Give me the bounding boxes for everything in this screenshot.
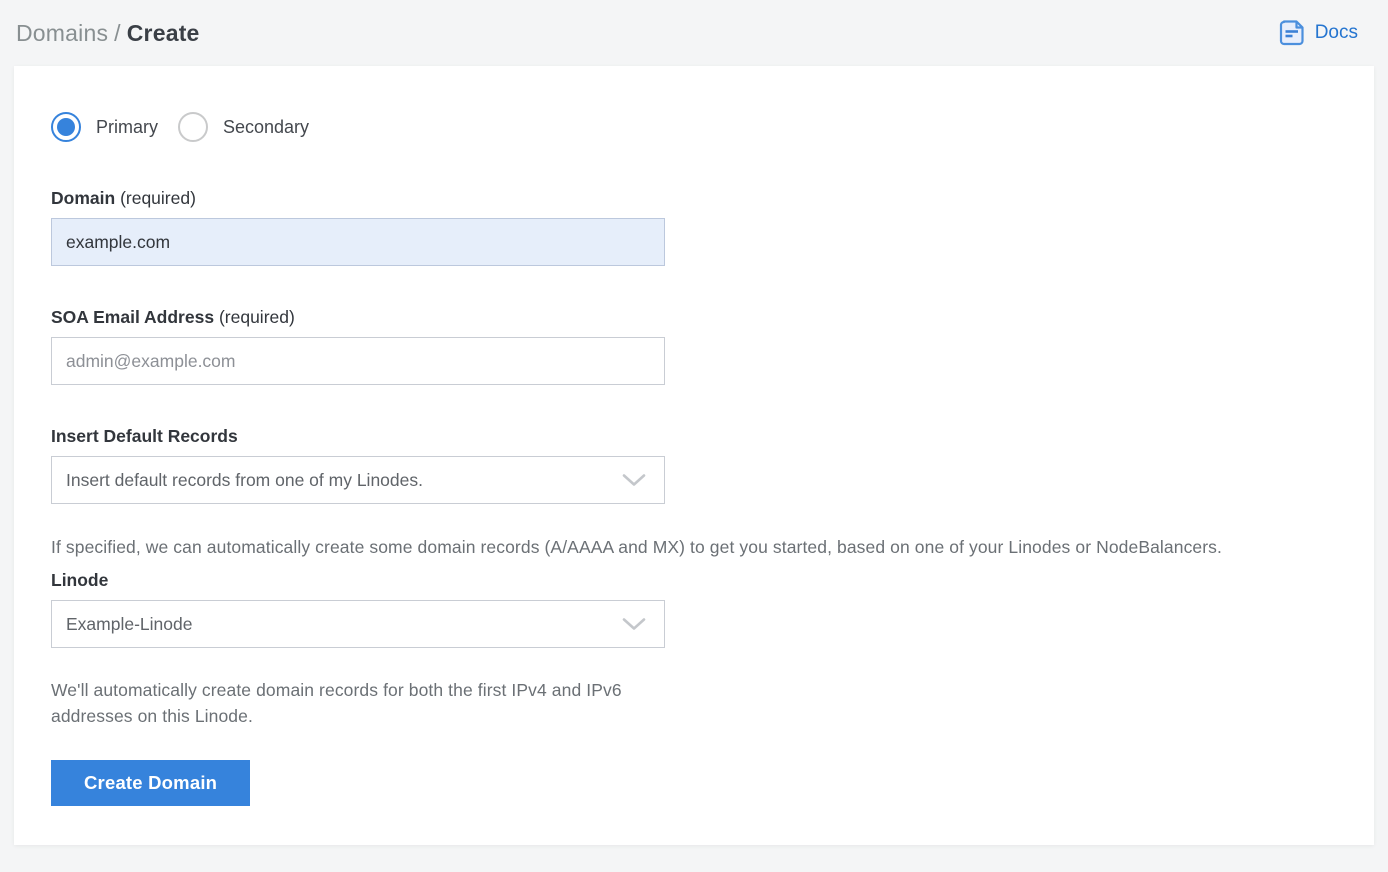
chevron-down-icon: [622, 618, 646, 631]
radio-secondary-control[interactable]: [178, 112, 208, 142]
soa-email-required-hint: (required): [218, 307, 295, 327]
linode-selected-value: Example-Linode: [66, 613, 193, 634]
soa-email-field-label: [51, 307, 1337, 328]
default-records-help-text: If specified, we can automatically create some domain records (A/AAAA and MX) to get you started, based on one of your Linodes or NodeBalancers.: [51, 537, 1222, 557]
radio-primary-label: Primary: [96, 116, 158, 137]
linode-select[interactable]: [51, 600, 665, 648]
radio-primary-dot: [57, 118, 75, 136]
soa-email-input[interactable]: [51, 337, 665, 385]
linode-help-text: We'll automatically create domain records for both the first IPv4 and IPv6 addresses on this Linode.: [51, 680, 622, 726]
breadcrumb-separator: /: [114, 19, 121, 46]
domain-required-hint: (required): [120, 188, 196, 208]
chevron-down-icon: [622, 474, 646, 487]
soa-email-field: [51, 307, 1337, 385]
domain-field: [51, 188, 1337, 266]
breadcrumb-domains[interactable]: Domains: [16, 19, 109, 46]
domain-label-text: Domain: [51, 188, 116, 208]
default-records-field-label: [51, 426, 1337, 447]
linode-field: [51, 570, 1337, 648]
default-records-field: [51, 426, 1337, 504]
domain-type-radio-group: [51, 112, 1337, 142]
docs-icon: [1278, 19, 1306, 47]
linode-field-label: [51, 570, 1337, 591]
domain-field-label: [51, 188, 1337, 209]
soa-email-label-text: SOA Email Address: [51, 307, 215, 327]
default-records-label-text: Insert Default Records: [51, 426, 238, 446]
default-records-select[interactable]: [51, 456, 665, 504]
create-domain-button[interactable]: Create Domain: [51, 760, 250, 806]
radio-option-secondary[interactable]: [178, 112, 309, 142]
radio-option-primary[interactable]: [51, 112, 158, 142]
page-title: Create: [126, 19, 200, 46]
radio-primary-control[interactable]: [51, 112, 81, 142]
page-header: [0, 0, 1388, 66]
linode-label-text: Linode: [51, 570, 109, 590]
radio-secondary-label: Secondary: [223, 116, 310, 137]
docs-link[interactable]: [1278, 19, 1358, 47]
domain-input[interactable]: [51, 218, 665, 266]
docs-link-label: Docs: [1314, 22, 1358, 43]
default-records-selected-value: Insert default records from one of my Linodes.: [66, 469, 423, 490]
breadcrumb: [16, 20, 200, 47]
create-domain-card: [14, 66, 1374, 845]
